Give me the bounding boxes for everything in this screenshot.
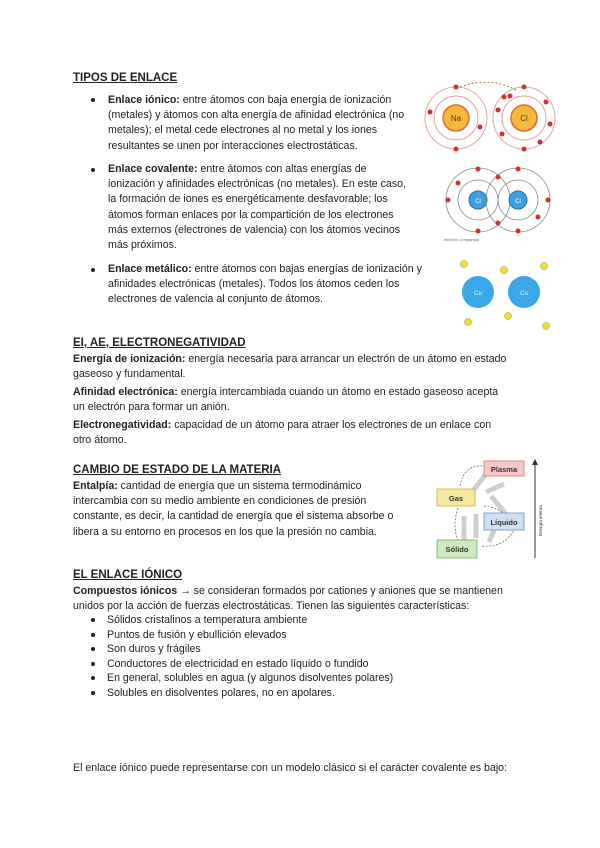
closing-text: El enlace iónico puede representarse con un modelo clásico si el carácter covalente es bajo: (73, 762, 508, 774)
enlace-covalente-text: Enlace covalente: entre átomos con altas energías de ionización y afinidades electrónicas (no metales). En este caso, la formación de iones es energéticamente desfavorable; los átomos forman enlaces por la compartición de los electrones más externos (electrones de valencia) con los átomos vecinos más próximos. (108, 163, 406, 252)
section-heading-tipos: TIPOS DE ENLACE (73, 72, 178, 84)
atom-a-label: Cl (475, 199, 481, 205)
state-liquido-label: Líquido (490, 518, 518, 527)
list-item: Puntos de fusión y ebullición elevados (84, 628, 524, 643)
list-item: Sólidos cristalinos a temperatura ambiente (84, 613, 524, 628)
bullet (91, 98, 95, 102)
energy-axis-label: Energía interna (538, 505, 543, 536)
metallic-bond-figure (452, 256, 557, 331)
entalpia-text: Entalpía: cantidad de energía que un sistema termodinámico intercambia con su medio ambiente en condiciones de presión constante, es decir, la cantidad de energía que el sistema absorbe o libera a su entorno en procesos en los que la presión no cambia. (73, 480, 394, 538)
metal-atom-b-label: Cu (520, 291, 528, 297)
enlace-metalico-text: Enlace metálico: entre átomos con bajas energías de ionización y afinidades electrónicas (metales). Todos los átomos ceden los electrones de valencia al conjunto de átomos. (108, 263, 422, 306)
na-label: Na (450, 114, 462, 123)
electronegatividad-text: Electronegatividad: capacidad de un átomo para atraer los electrones de un enlace con otro átomo. (73, 419, 492, 447)
state-gas-label: Gas (448, 494, 464, 503)
section-heading-ionico: EL ENLACE IÓNICO (73, 569, 183, 581)
atom-b-label: Cl (515, 199, 521, 205)
afinidad-electronica-text: Afinidad electrónica: energía intercambiada cuando un átomo en estado gaseoso acepta un electrón para formar un anión. (73, 386, 499, 414)
section-heading-cambio: CAMBIO DE ESTADO DE LA MATERIA (73, 464, 282, 476)
covalent-bond-figure (436, 163, 561, 243)
compuestos-ionicos-text: Compuestos iónicos → se consideran formados por cationes y aniones que se mantienen unidos por la acción de fuerzas electrostáticas. Tienen las siguientes características: (73, 585, 503, 613)
state-solido-label: Sólido (445, 545, 469, 554)
list-item: En general, solubles en agua (y algunos disolventes polares) (84, 671, 524, 686)
list-item: Solubles en disolventes polares, no en apolares. (84, 686, 524, 701)
bullet (91, 268, 95, 272)
energia-ionizacion-text: Energía de ionización: energía necesaria para arrancar un electrón de un átomo en estado gaseoso y fundamental. (73, 353, 507, 381)
ionic-bond-figure (420, 82, 560, 154)
list-item: Son duros y frágiles (84, 642, 524, 657)
covalent-caption: electrón compartido (444, 237, 480, 242)
enlace-ionico-text: Enlace iónico: entre átomos con baja energía de ionización (metales) y átomos con alta energía de afinidad electrónica (no metales); el metal cede electrones al no metal y los iones resultantes se unen por interacciones electrostáticas. (108, 94, 405, 152)
bullet (91, 168, 95, 172)
caracteristicas-list (84, 613, 524, 701)
state-plasma-label: Plasma (490, 465, 518, 474)
states-of-matter-diagram (434, 456, 546, 561)
metal-atom-a-label: Cu (474, 291, 482, 297)
section-heading-ei: EI, AE, ELECTRONEGATIVIDAD (73, 337, 246, 349)
cl-label: Cl (520, 114, 528, 123)
list-item: Conductores de electricidad en estado líquido o fundido (84, 657, 524, 672)
